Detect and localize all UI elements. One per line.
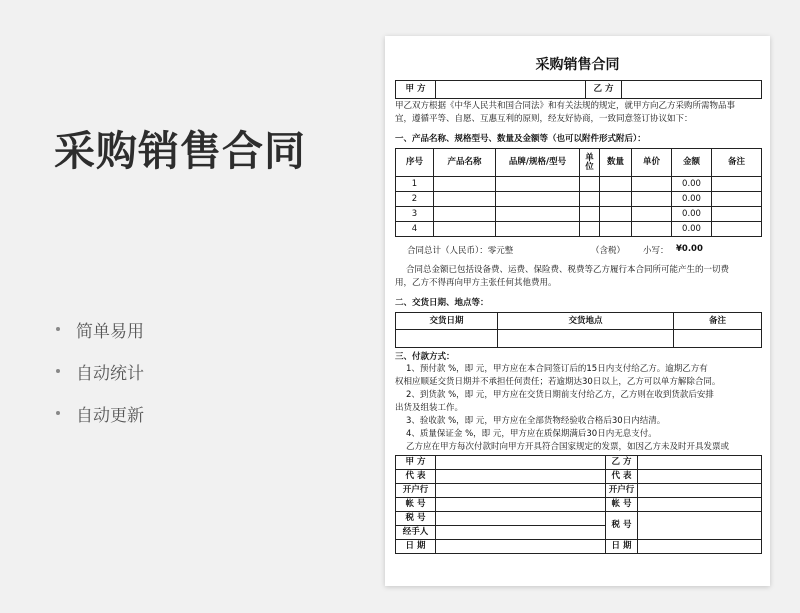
header-price: 单价 — [632, 149, 672, 177]
feature-label: 简单易用 — [76, 321, 144, 342]
section-2-heading: 二、交货日期、地点等： — [395, 298, 489, 308]
small-label: 小写： — [643, 246, 669, 256]
sign-tax-b-label: 税 号 — [606, 512, 638, 540]
payment-text — [395, 363, 761, 454]
party-b-value — [622, 81, 762, 99]
header-delivery-date: 交货日期 — [396, 313, 498, 330]
party-a-value — [436, 81, 586, 99]
tax-label: （含税） — [591, 246, 626, 256]
header-spec: 品牌/规格/型号 — [496, 149, 580, 177]
row-no: 3 — [396, 207, 434, 222]
payment-line: 4、质量保证金 %，即 元，甲方应在质保期满后30日内无息支付。 — [406, 429, 657, 439]
document-title: 采购销售合同 — [535, 57, 620, 73]
sign-date-b-label: 日 期 — [606, 540, 638, 554]
header-unit-line: 位 — [585, 161, 594, 172]
small-value: ¥0.00 — [676, 244, 703, 254]
payment-line: 2、到货款 %，即 元，甲方应在交货日期前支付给乙方，乙方则在收到货款后安排 — [406, 390, 714, 400]
header-note: 备注 — [712, 149, 762, 177]
sign-date-label: 日 期 — [396, 540, 436, 554]
fee-line: 合同总金额已包括设备费、运费、保险费、税费等乙方履行本合同所可能产生的一切费 — [406, 265, 730, 275]
row-no: 2 — [396, 192, 434, 207]
total-label: 合同总计（人民币）：零元整 — [407, 246, 514, 256]
promo-title: 采购销售合同 — [54, 127, 306, 175]
parties-table — [395, 80, 762, 99]
bullet-icon — [56, 327, 60, 331]
row-amount: 0.00 — [672, 192, 712, 207]
row-amount: 0.00 — [672, 207, 712, 222]
sign-bank-label: 开户行 — [396, 484, 436, 498]
header-name: 产品名称 — [434, 149, 496, 177]
section-1-heading: 一、产品名称、规格型号、数量及金额等（也可以附件形式附后）： — [395, 134, 646, 144]
fee-text — [395, 264, 761, 290]
row-no: 1 — [396, 177, 434, 192]
sign-rep-label: 代 表 — [396, 470, 436, 484]
sign-account-b-label: 帐 号 — [606, 498, 638, 512]
header-delivery-place: 交货地点 — [498, 313, 674, 330]
payment-line: 出货及组装工作。 — [395, 403, 464, 413]
table-row — [396, 207, 762, 222]
header-unit-line: 单 — [585, 153, 594, 163]
row-no: 4 — [396, 222, 434, 237]
feature-item — [56, 392, 144, 434]
feature-list — [56, 308, 144, 434]
sign-tax-label: 税 号 — [396, 512, 436, 526]
header-amount: 金额 — [672, 149, 712, 177]
delivery-table — [395, 312, 762, 348]
sign-rep-b-label: 代 表 — [606, 470, 638, 484]
contract-document — [385, 36, 770, 586]
row-amount: 0.00 — [672, 222, 712, 237]
product-table — [395, 148, 762, 237]
payment-line: 乙方应在甲方每次付款时向甲方开具符合国家规定的发票，如因乙方未及时开具发票或 — [406, 442, 730, 452]
payment-line: 权相应顺延交货日期并不承担任何责任；若逾期达30日以上，乙方可以单方解除合同。 — [395, 377, 721, 387]
sign-account-label: 帐 号 — [396, 498, 436, 512]
bullet-icon — [56, 411, 60, 415]
payment-line: 1、预付款 %，即 元，甲方应在本合同签订后的15日内支付给乙方。逾期乙方有 — [406, 364, 708, 374]
party-a-label: 甲 方 — [396, 81, 436, 99]
header-unit — [580, 149, 600, 177]
sign-bank-b-label: 开户行 — [606, 484, 638, 498]
feature-item — [56, 350, 144, 392]
table-row — [396, 192, 762, 207]
signature-table — [395, 455, 762, 554]
fee-line: 用，乙方不得再向甲方主张任何其他费用。 — [395, 278, 557, 288]
party-b-label: 乙 方 — [586, 81, 622, 99]
section-3-heading: 三、付款方式： — [395, 352, 455, 362]
feature-item — [56, 308, 144, 350]
header-qty: 数量 — [600, 149, 632, 177]
header-delivery-note: 备注 — [674, 313, 762, 330]
sign-party-b-label: 乙 方 — [606, 456, 638, 470]
feature-label: 自动更新 — [76, 405, 144, 426]
intro-text — [395, 100, 761, 126]
row-amount: 0.00 — [672, 177, 712, 192]
bullet-icon — [56, 369, 60, 373]
sign-party-a-label: 甲 方 — [396, 456, 436, 470]
sign-handler-label: 经手人 — [396, 526, 436, 540]
feature-label: 自动统计 — [76, 363, 144, 384]
intro-line: 宜，遵循平等、自愿、互惠互利的原则，经友好协商，一致同意签订协议如下： — [395, 114, 693, 124]
header-no: 序号 — [396, 149, 434, 177]
intro-line: 甲乙双方根据《中华人民共和国合同法》和有关法规的规定，就甲方向乙方采购所需物品事 — [395, 101, 736, 111]
table-row — [396, 177, 762, 192]
table-row — [396, 222, 762, 237]
payment-line: 3、验收款 %，即 元，甲方应在全部货物经验收合格后30日内结清。 — [406, 416, 666, 426]
